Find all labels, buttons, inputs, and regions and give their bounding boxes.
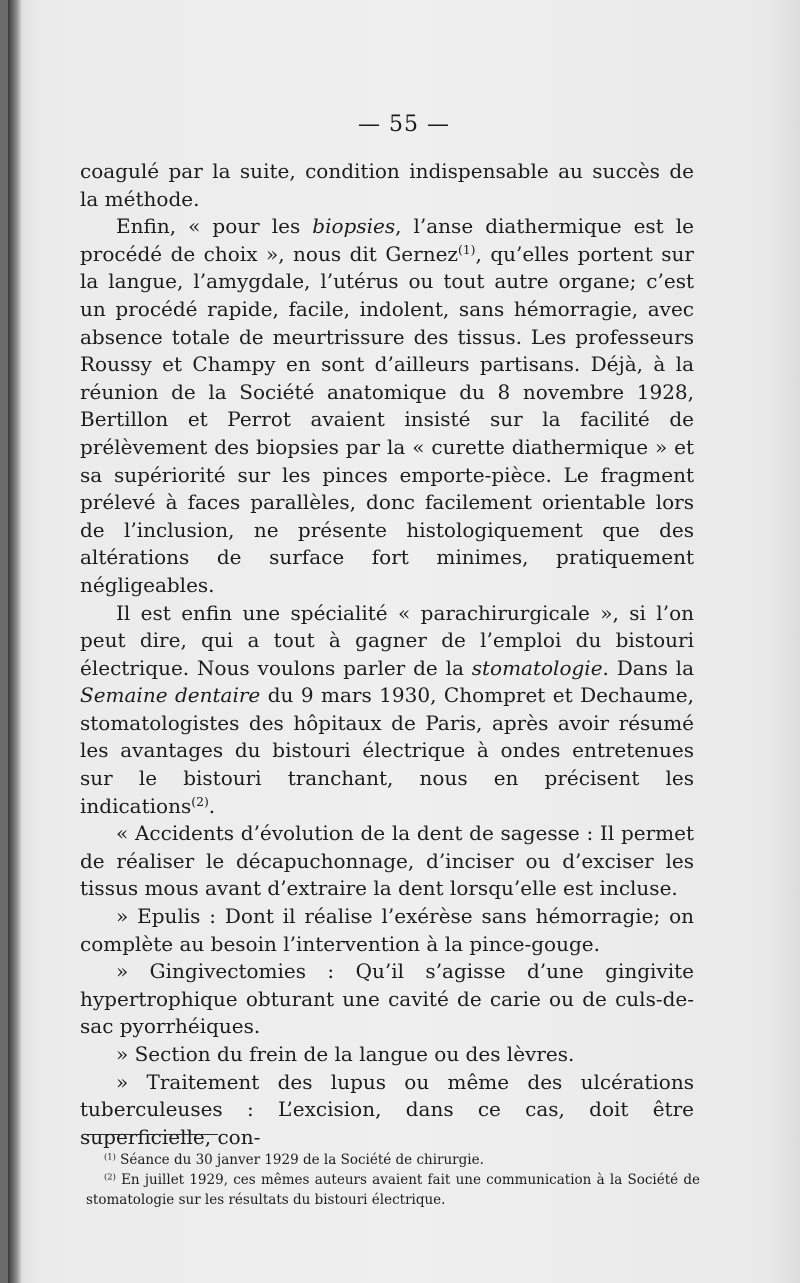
paragraph [80,820,694,903]
text-run: Séance du 30 janver 1929 de la Société de chirurgie. [115,1152,484,1168]
page-number: — 55 — [358,112,450,137]
italic-text: biopsies [312,214,396,239]
text-run: coagulé par la suite, condition indispensable au succès de la méthode. [80,159,694,211]
text-run: du 9 mars 1930, Chompret et Dechaume, stomatologistes des hôpitaux de Paris, après avoir résumé les avantages du bistouri électrique à ondes entretenues sur le bistouri tranchant, nous en précisent les indications [80,683,695,818]
footnote-marker: (2) [104,1171,116,1182]
footnotes [86,1150,700,1210]
text-run: » Gingivectomies : Qu’il s’agisse d’une gingivite hypertrophique obturant une cavité de carie ou de culs-de-sac pyorrhéiques. [80,959,694,1039]
text-run: , qu’elles portent sur la langue, l’amygdale, l’utérus ou tout autre organe; c’est un procédé rapide, facile, indolent, sans hémorragie, avec absence totale de meurtrissure des tissus. Les professeurs Roussy et Champy en sont d’ailleurs partisans. Déjà, à la réunion de la Société anatomique du 8 novembre 1928, Bertillon et Perrot avaient insisté sur la facilité de prélèvement des biopsies par la « curette diathermique » et sa supériorité sur les pinces emporte-pièce. Le fragment prélevé à faces parallèles, donc facilement orientable lors de l’inclusion, ne présente histologiquement que des altérations de surface fort minimes, pratiquement négligeables. [80,241,694,597]
text-run: En juillet 1929, ces mêmes auteurs avaient fait une communication à la Société de stomatologie sur les résultats du bistouri électrique. [86,1172,700,1208]
binding-shadow [8,0,22,1283]
text-run: » Traitement des lupus ou même des ulcérations tuberculeuses : L’excision, dans ce cas, doit être superficielle, con- [80,1069,694,1149]
text-run: . Dans la [602,655,695,680]
paragraph [80,600,694,821]
footnote-divider [86,1134,218,1135]
paragraph [80,213,694,599]
text-run: » Epulis : Dont il réalise l’exérèse sans hémorragie; on complète au besoin l’intervention à la pince-gouge. [80,904,694,956]
paragraph [80,1069,694,1152]
paragraph [80,1041,694,1069]
paragraph [80,158,694,213]
paragraph [80,903,694,958]
text-run: Il est enfin une spécialité « parachirurgicale », si l’on peut dire, qui a tout à gagner de l’emploi du bistouri électrique. Nous voulons parler de la [80,600,694,680]
footnote [86,1170,700,1210]
document-page [8,0,800,1283]
footnote-marker: (1) [457,241,476,257]
body-text [80,158,694,1151]
footnote-marker: (1) [104,1151,116,1162]
text-run: Enfin, « pour les [116,214,313,239]
italic-text: stomatologie [471,655,603,680]
text-run: . [208,793,216,818]
footnote-marker: (2) [191,793,209,809]
italic-text: Semaine dentaire [80,683,261,708]
paragraph [80,958,694,1041]
text-run: « Accidents d’évolution de la dent de sagesse : Il permet de réaliser le décapuchonnage, d’inciser ou d’exciser les tissus mous avant d’extraire la dent lorsqu’elle est incluse. [80,821,694,901]
text-run: , l’anse diathermique est le procédé de choix », nous dit Gernez [80,214,694,266]
text-run: » Section du frein de la langue ou des lèvres. [116,1042,575,1066]
footnote [86,1150,700,1170]
